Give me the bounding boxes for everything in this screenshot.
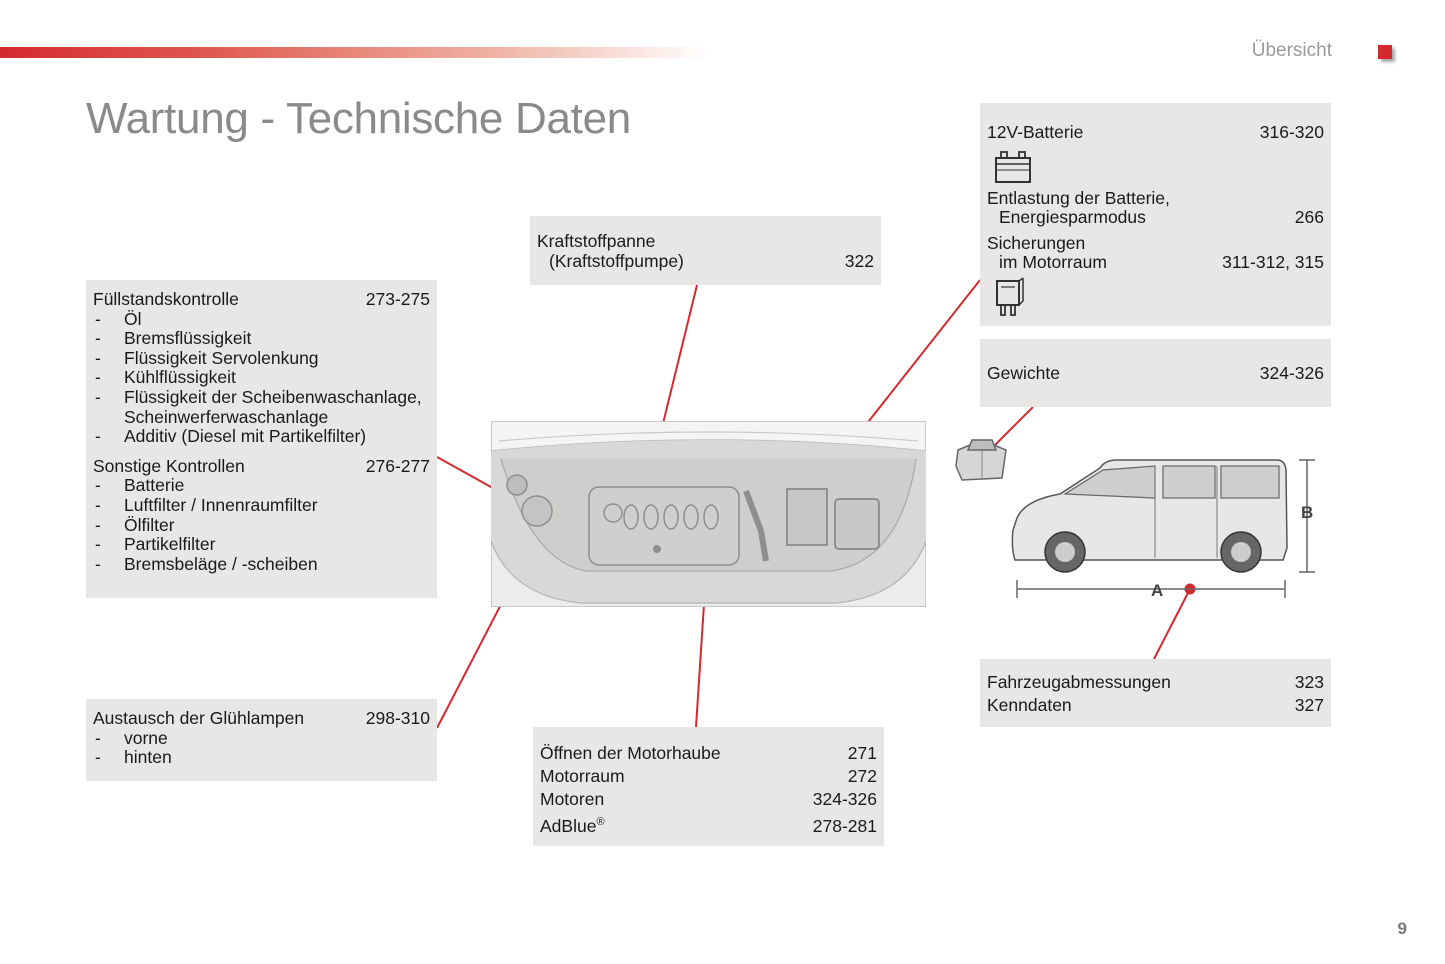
bulbs-list bbox=[93, 729, 430, 768]
list-item: - Luftfilter / Innenraumfilter bbox=[93, 496, 430, 516]
engines-label: Motoren bbox=[540, 789, 605, 809]
other-checks-list bbox=[93, 476, 430, 574]
weights-row[interactable] bbox=[987, 364, 1324, 384]
fuel-failure-pages[interactable]: 322 bbox=[844, 250, 874, 271]
fuel-failure-box bbox=[530, 216, 881, 285]
fuel-failure-line2: (Kraftstoffpumpe) bbox=[549, 250, 684, 271]
list-item: - Öl bbox=[93, 310, 430, 330]
fluid-check-pages[interactable]: 273-275 bbox=[365, 289, 430, 309]
other-checks-pages[interactable]: 276-277 bbox=[365, 455, 430, 476]
bulbs-pages[interactable]: 298-310 bbox=[365, 708, 430, 728]
bulbs-row[interactable] bbox=[93, 709, 430, 729]
list-item: - Bremsflüssigkeit bbox=[93, 329, 430, 349]
list-item: - Additiv (Diesel mit Partikelfilter) bbox=[93, 427, 430, 447]
fluid-check-list bbox=[93, 310, 430, 447]
page-title: Wartung - Technische Daten bbox=[86, 94, 631, 143]
engines-row[interactable] bbox=[540, 788, 877, 811]
identification-row[interactable] bbox=[987, 694, 1324, 717]
weights-pages[interactable]: 324-326 bbox=[1259, 363, 1324, 383]
list-item: - Bremsbeläge / -scheiben bbox=[93, 555, 430, 575]
registered-mark: ® bbox=[596, 816, 605, 828]
weights-title: Gewichte bbox=[987, 363, 1060, 383]
list-item: - Kühlflüssigkeit bbox=[93, 368, 430, 388]
battery-pages[interactable]: 316-320 bbox=[1259, 122, 1324, 142]
other-checks-row[interactable] bbox=[93, 457, 430, 477]
list-item: - vorne bbox=[93, 729, 430, 749]
adblue-cap-illustration bbox=[952, 430, 1010, 488]
engine-bay-pages[interactable]: 272 bbox=[847, 766, 877, 786]
list-item: - Partikelfilter bbox=[93, 535, 430, 555]
fuses-pages[interactable]: 311-312, 315 bbox=[1222, 252, 1324, 273]
dimensions-label: Fahrzeugabmessungen bbox=[987, 672, 1171, 692]
battery-relief-line2: Energiesparmodus bbox=[999, 207, 1146, 228]
adblue-text: AdBlue bbox=[540, 815, 597, 836]
fluid-check-box bbox=[86, 280, 437, 598]
battery-row[interactable] bbox=[987, 123, 1324, 143]
list-item: - hinten bbox=[93, 748, 430, 768]
bulbs-title: Austausch der Glühlampen bbox=[93, 708, 305, 728]
page-number: 9 bbox=[1397, 919, 1407, 938]
fluid-check-title: Füllstandskontrolle bbox=[93, 289, 239, 309]
section-label[interactable]: Übersicht bbox=[1251, 40, 1332, 61]
list-item: - Batterie bbox=[93, 476, 430, 496]
fuses-line1: Sicherungen bbox=[987, 232, 1086, 253]
list-item: - Flüssigkeit der Scheibenwaschanlage, Scheinwerferwaschanlage bbox=[93, 388, 430, 427]
battery-relief-pages[interactable]: 266 bbox=[1294, 207, 1324, 228]
dimension-b-label: B bbox=[1301, 503, 1314, 522]
bonnet-open-label: Öffnen der Motorhaube bbox=[540, 743, 721, 763]
adblue-pages[interactable]: 278-281 bbox=[812, 815, 877, 836]
vehicle-dimensions-illustration bbox=[1005, 448, 1323, 608]
dimension-a-label: A bbox=[1151, 581, 1164, 600]
bonnet-box bbox=[533, 727, 884, 846]
battery-title: 12V-Batterie bbox=[987, 122, 1084, 142]
other-checks-title: Sonstige Kontrollen bbox=[93, 455, 245, 476]
battery-box bbox=[980, 103, 1331, 326]
identification-pages[interactable]: 327 bbox=[1294, 695, 1324, 715]
adblue-label bbox=[540, 811, 813, 838]
bulbs-box bbox=[86, 699, 437, 781]
identification-label: Kenndaten bbox=[987, 695, 1072, 715]
fuse-icon bbox=[993, 277, 1027, 319]
fuses-line2: im Motorraum bbox=[999, 252, 1107, 273]
dimensions-row[interactable] bbox=[987, 671, 1324, 694]
dimensions-box bbox=[980, 659, 1331, 727]
fuses-row[interactable] bbox=[987, 253, 1324, 273]
engines-pages[interactable]: 324-326 bbox=[812, 789, 877, 809]
bonnet-open-pages[interactable]: 271 bbox=[847, 743, 877, 763]
engine-compartment-illustration bbox=[491, 421, 926, 607]
battery-relief-line1: Entlastung der Batterie, bbox=[987, 187, 1170, 208]
fuel-failure-line1: Kraftstoffpanne bbox=[537, 231, 656, 251]
adblue-row[interactable] bbox=[540, 811, 877, 838]
engine-bay-row[interactable] bbox=[540, 765, 877, 788]
fluid-check-row[interactable] bbox=[93, 290, 430, 310]
battery-icon bbox=[993, 149, 1033, 185]
weights-box bbox=[980, 339, 1331, 407]
list-item: - Flüssigkeit Servolenkung bbox=[93, 349, 430, 369]
dimensions-pages[interactable]: 323 bbox=[1294, 672, 1324, 692]
bonnet-open-row[interactable] bbox=[540, 742, 877, 765]
fuel-failure-row[interactable] bbox=[537, 252, 874, 272]
list-item: - Ölfilter bbox=[93, 516, 430, 536]
engine-bay-label: Motorraum bbox=[540, 766, 625, 786]
battery-relief-row[interactable] bbox=[987, 208, 1324, 228]
